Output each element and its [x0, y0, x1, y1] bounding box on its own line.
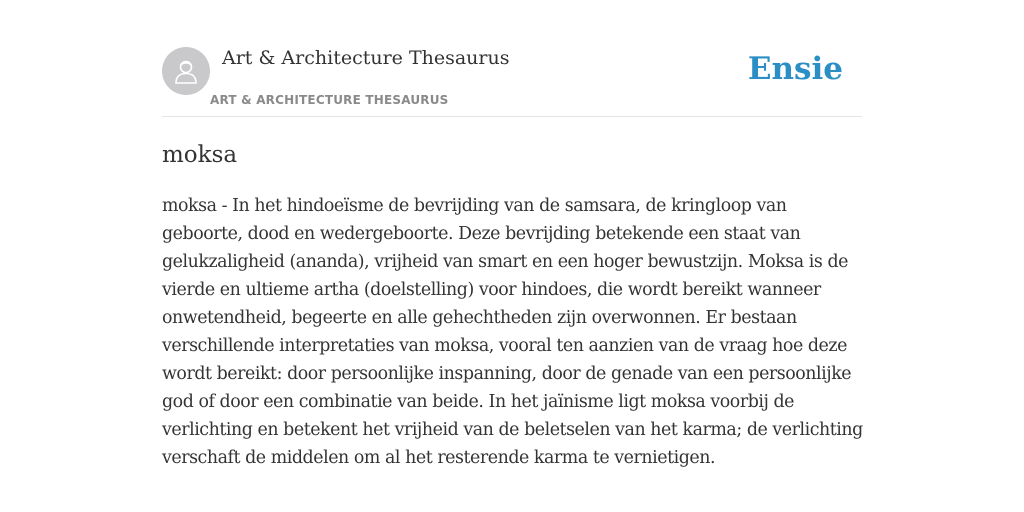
- user-icon: [171, 56, 201, 86]
- source-title[interactable]: Art & Architecture Thesaurus: [222, 47, 510, 69]
- entry-term: moksa: [162, 142, 238, 168]
- source-subtitle[interactable]: ART & ARCHITECTURE THESAURUS: [210, 93, 449, 107]
- entry-definition: moksa - In het hindoeïsme de bevrijding van de samsara, de kringloop van geboorte, dood en wedergeboorte. Deze bevrijding betekende een staat van gelukzaligheid (ananda), vrijheid van smart en een hoger bewustzijn. Moksa is de vierde en ultieme artha (doelstelling) voor hindoes, die wordt bereikt wanneer onwetendheid, begeerte en alle gehechtheden zijn overwonnen. Er bestaan verschillende interpretaties van moksa, vooral ten aanzien van de vraag hoe deze wordt bereikt: door persoonlijke inspanning, door de genade van een persoonlijke god of door een combinatie van beide. In het jaïnisme ligt moksa voorbij de verlichting en betekent het vrijheid van de beletselen van het karma; de verlichting verschaft de middelen om al het resterende karma te vernietigen.: [162, 196, 863, 468]
- avatar[interactable]: [162, 47, 210, 95]
- brand-logo[interactable]: Ensie: [747, 51, 843, 87]
- entry-card: [162, 0, 863, 468]
- entry-header: [162, 0, 862, 117]
